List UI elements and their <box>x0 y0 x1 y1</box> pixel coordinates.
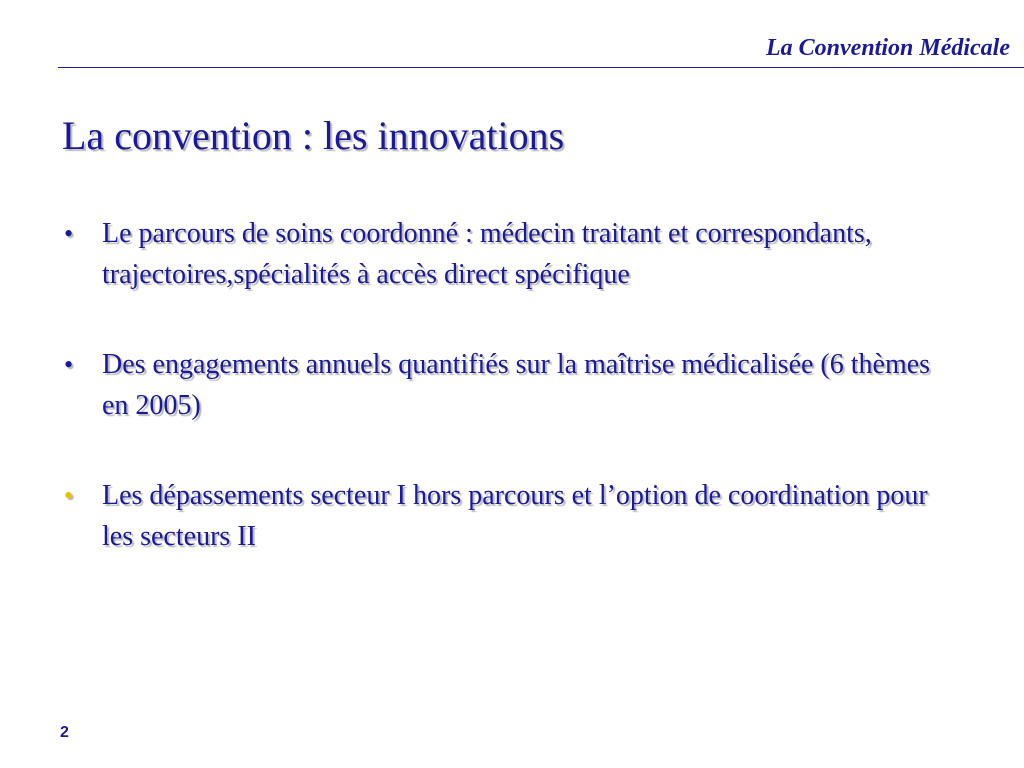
bullet-list <box>62 213 962 606</box>
bullet-icon: • <box>64 481 74 510</box>
bullet-icon: • <box>64 350 74 379</box>
header-title: La Convention Médicale <box>766 35 1010 61</box>
bullet-text: Le parcours de soins coordonné : médecin traitant et correspondants, trajectoires,spécialités à accès direct spécifique <box>102 218 872 290</box>
page-number: 2 <box>60 724 69 741</box>
bullet-text: Des engagements annuels quantifiés sur la maîtrise médicalisée (6 thèmes en 2005) <box>102 349 931 421</box>
bullet-text: Les dépassements secteur I hors parcours et l’option de coordination pour les secteurs II <box>102 480 928 552</box>
bullet-item-parcours <box>62 213 962 295</box>
bullet-item-engagements <box>62 344 962 426</box>
header-divider <box>58 67 1024 68</box>
slide-title: La convention : les innovations <box>62 113 565 158</box>
bullet-item-depassements <box>62 475 962 557</box>
bullet-icon: • <box>64 219 74 248</box>
